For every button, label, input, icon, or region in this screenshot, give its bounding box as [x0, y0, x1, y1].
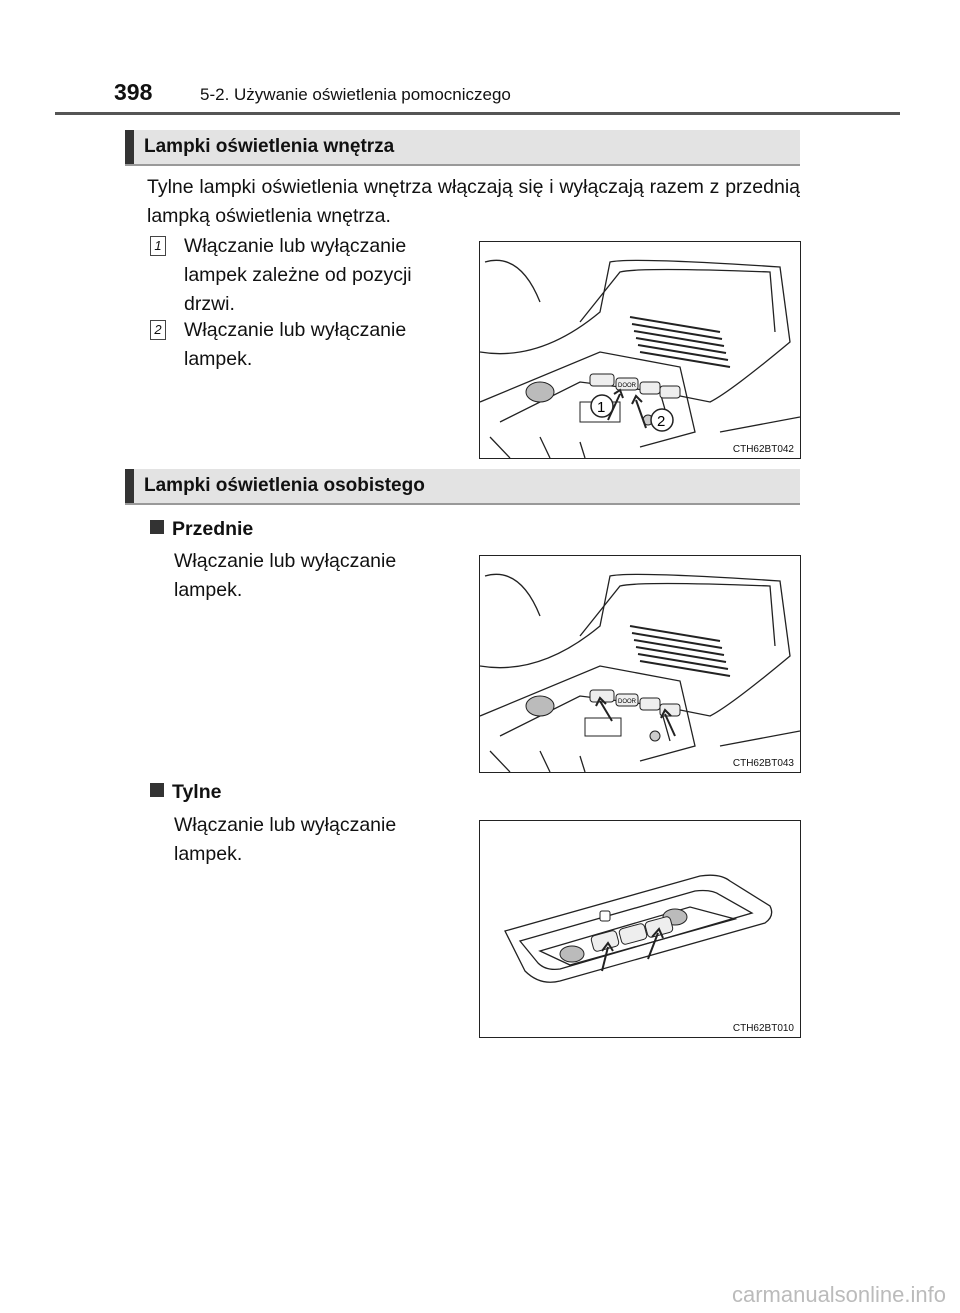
- subheading-text: Tylne: [172, 781, 222, 803]
- section-title: Lampki oświetlenia osobistego: [144, 475, 425, 496]
- rear-description: Włączanie lub wyłączanie lampek.: [174, 814, 397, 865]
- figure-code: CTH62BT043: [732, 758, 794, 769]
- section-heading-interior-lights: [125, 130, 800, 166]
- page-number: 398: [114, 79, 153, 105]
- section-marker: [125, 469, 134, 503]
- subheading-front: [150, 518, 253, 541]
- subheading-text: Przednie: [172, 518, 254, 540]
- callout-2: 2: [657, 413, 666, 430]
- bullet-square-icon: [150, 783, 164, 797]
- subheading-rear: [150, 781, 221, 804]
- rear-console-illustration: [480, 821, 800, 1037]
- watermark: carmanualsonline.info: [731, 1282, 946, 1307]
- front-console-illustration: [480, 556, 800, 772]
- door-label: DOOR: [618, 699, 636, 705]
- callout-1: 1: [597, 399, 606, 416]
- bullet-square-icon: [150, 520, 164, 534]
- figure-rear-personal-lamp: [479, 820, 801, 1038]
- item-number: 1: [150, 236, 166, 256]
- section-intro: Tylne lampki oświetlenia wnętrza włączają się i wyłączają razem z przednią lampką oświetlenia wnętrza.: [147, 176, 800, 227]
- front-description: Włączanie lub wyłączanie lampek.: [174, 550, 397, 601]
- list-item: [150, 316, 450, 374]
- section-heading-personal-lights: [125, 469, 800, 505]
- list-item: [150, 232, 450, 319]
- item-text: Włączanie lub wyłączanie lampek zależne od pozycji drzwi.: [184, 235, 412, 315]
- figure-interior-lamp-console: [479, 241, 801, 459]
- item-number: 2: [150, 320, 166, 340]
- figure-code: CTH62BT042: [732, 444, 794, 455]
- figure-code: CTH62BT010: [732, 1023, 794, 1034]
- door-label: DOOR: [618, 383, 636, 389]
- section-title: Lampki oświetlenia wnętrza: [144, 136, 395, 157]
- console-illustration: [480, 242, 800, 458]
- header-rule: [55, 112, 900, 115]
- chapter-title: 5-2. Używanie oświetlenia pomocniczego: [200, 85, 511, 104]
- section-marker: [125, 130, 134, 164]
- figure-front-personal-lamp: [479, 555, 801, 773]
- item-text: Włączanie lub wyłączanie lampek.: [184, 319, 407, 370]
